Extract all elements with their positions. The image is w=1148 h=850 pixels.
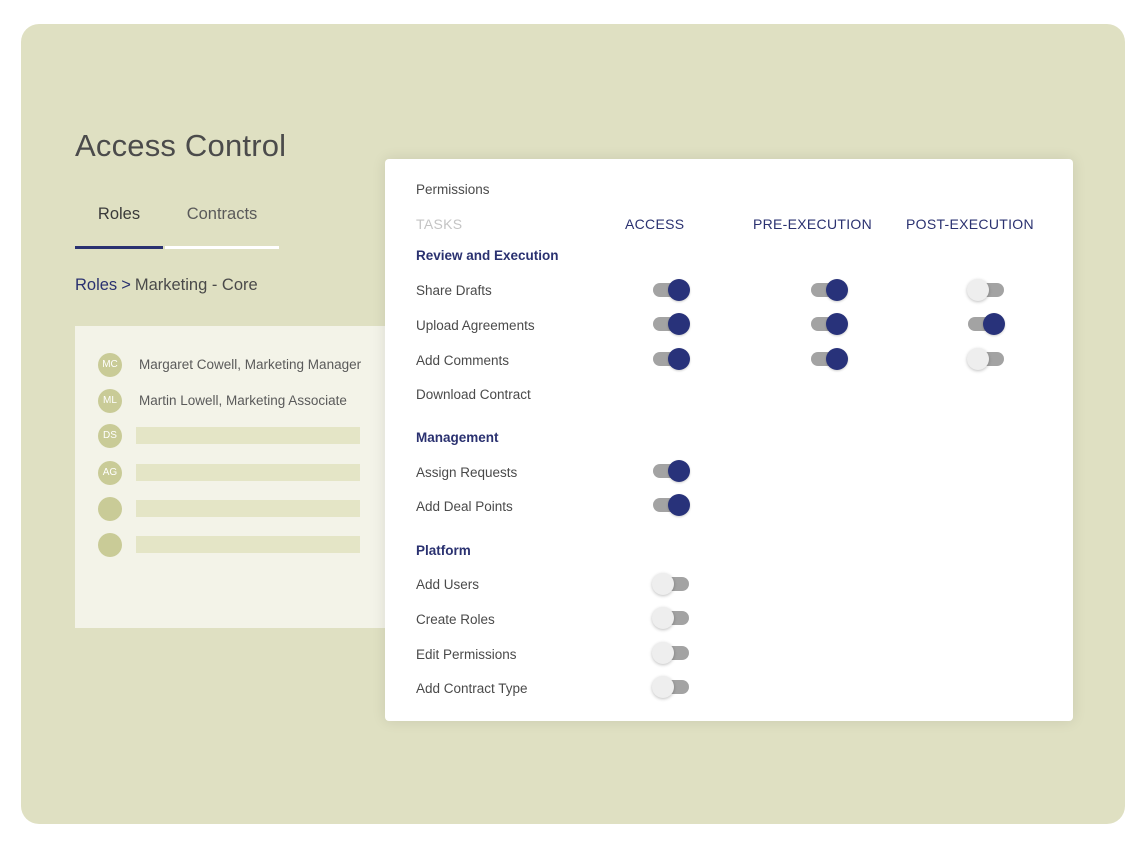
task-label: Share Drafts: [416, 283, 492, 298]
access-toggle-add-contract-type[interactable]: [652, 675, 690, 699]
avatar: AG: [98, 461, 122, 485]
access-toggle-edit-permissions[interactable]: [652, 641, 690, 665]
avatar: DS: [98, 424, 122, 448]
member-row[interactable]: [98, 353, 360, 377]
task-label: Add Comments: [416, 353, 510, 368]
task-label: Edit Permissions: [416, 647, 517, 662]
member-row[interactable]: [98, 389, 360, 413]
avatar: [98, 497, 122, 521]
member-row[interactable]: [98, 461, 360, 485]
pre-execution-toggle-upload-agreements[interactable]: [810, 312, 848, 336]
member-name-placeholder: [136, 464, 360, 481]
breadcrumb-roles-link[interactable]: Roles: [75, 276, 118, 294]
tab-roles[interactable]: Roles: [75, 200, 163, 249]
breadcrumb-separator: >: [121, 276, 131, 294]
member-name: Martin Lowell, Marketing Associate: [139, 393, 347, 408]
access-toggle-add-comments[interactable]: [652, 347, 690, 371]
member-row[interactable]: [98, 424, 360, 448]
column-header-tasks: TASKS: [416, 216, 463, 232]
member-name: Margaret Cowell, Marketing Manager: [139, 357, 362, 372]
column-header-post-execution: POST-EXECUTION: [906, 216, 1034, 232]
post-execution-toggle-share-drafts[interactable]: [967, 278, 1005, 302]
access-toggle-add-deal-points[interactable]: [652, 493, 690, 517]
avatar: ML: [98, 389, 122, 413]
member-name-placeholder: [136, 536, 360, 553]
task-label: Upload Agreements: [416, 318, 535, 333]
access-toggle-create-roles[interactable]: [652, 606, 690, 630]
pre-execution-toggle-share-drafts[interactable]: [810, 278, 848, 302]
post-execution-toggle-upload-agreements[interactable]: [967, 312, 1005, 336]
task-label: Download Contract: [416, 387, 531, 402]
access-toggle-upload-agreements[interactable]: [652, 312, 690, 336]
column-header-access: ACCESS: [625, 216, 685, 232]
task-label: Add Deal Points: [416, 499, 513, 514]
post-execution-toggle-add-comments[interactable]: [967, 347, 1005, 371]
pre-execution-toggle-add-comments[interactable]: [810, 347, 848, 371]
avatar: [98, 533, 122, 557]
member-name-placeholder: [136, 500, 360, 517]
section-management: Management: [416, 430, 499, 445]
page-title: Access Control: [75, 128, 287, 163]
column-header-pre-execution: PRE-EXECUTION: [753, 216, 873, 232]
permissions-panel: [385, 159, 1073, 721]
member-row[interactable]: [98, 533, 360, 557]
breadcrumb-current: Marketing - Core: [134, 276, 258, 294]
section-review-and-execution: Review and Execution: [416, 248, 559, 263]
access-toggle-assign-requests[interactable]: [652, 459, 690, 483]
permissions-title: Permissions: [416, 182, 490, 197]
tab-contracts[interactable]: Contracts: [165, 200, 279, 249]
task-label: Add Users: [416, 577, 480, 592]
member-row[interactable]: [98, 497, 360, 521]
task-label: Create Roles: [416, 612, 495, 627]
access-toggle-add-users[interactable]: [652, 572, 690, 596]
app-frame: [21, 24, 1125, 824]
member-name-placeholder: [136, 427, 360, 444]
task-label: Assign Requests: [416, 465, 518, 480]
section-platform: Platform: [416, 543, 471, 558]
member-list: [75, 326, 387, 628]
access-toggle-share-drafts[interactable]: [652, 278, 690, 302]
avatar: MC: [98, 353, 122, 377]
breadcrumb: [75, 276, 258, 295]
task-label: Add Contract Type: [416, 681, 528, 696]
